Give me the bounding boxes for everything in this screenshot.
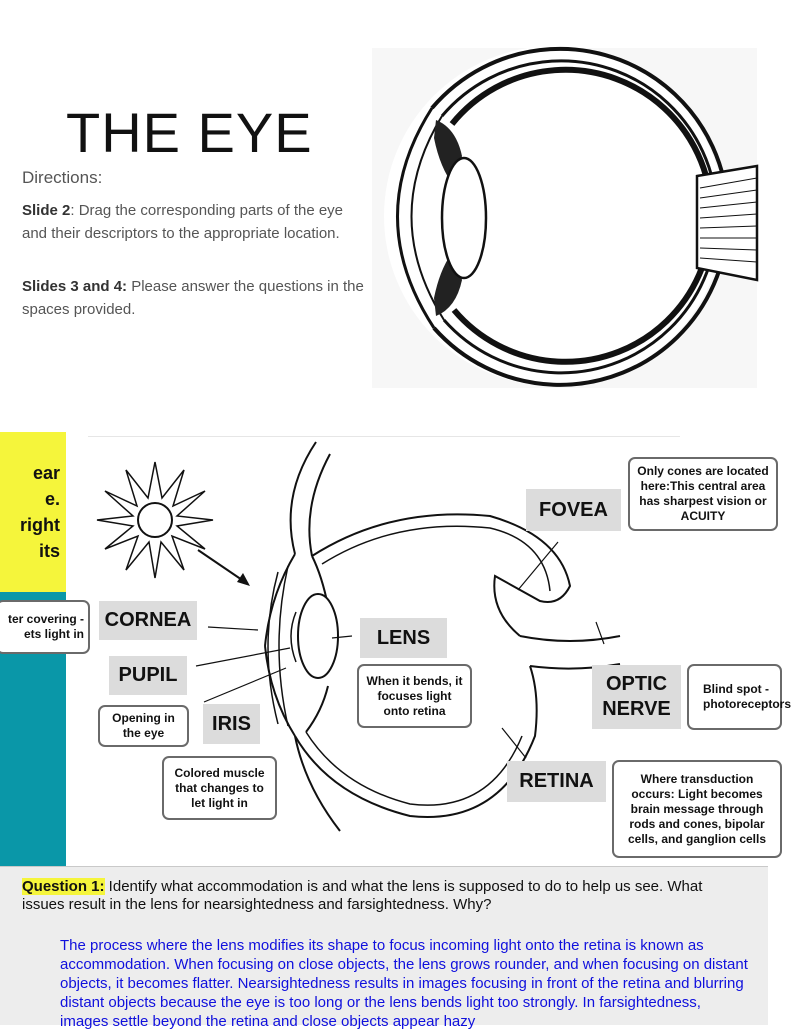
instruction-line: e. <box>44 489 60 509</box>
label-lens[interactable]: LENS <box>360 618 447 658</box>
question-1 <box>22 878 737 914</box>
directions-label: Directions: <box>22 168 103 187</box>
page-title: THE EYE <box>66 101 313 164</box>
direction-text: : Drag the corresponding parts of the eye and their descriptors to the appropriate location. <box>22 202 344 242</box>
direction-bold: Slides 3 and 4: <box>22 278 128 295</box>
descriptor-optic-nerve[interactable]: Blind spot - photoreceptors <box>687 664 782 730</box>
label-cornea[interactable]: CORNEA <box>99 601 197 640</box>
answer-1-text[interactable]: The process where the lens modifies its shape to focus incoming light onto the retina is known as accommodation. When focusing on close objects, the lens grows rounder, and when focusing on distant objects, it becomes flatter. Nearsightedness results in images focusing in front of the retina and blurring distant objects because the eye is too long or the lens bends light too strongly. In farsightedness, images settle beyond the retina and close objects appear hazy <box>60 937 748 1030</box>
eye-cross-section-illustration <box>372 48 757 388</box>
sun-icon <box>97 462 213 578</box>
direction-slides-3-4 <box>22 275 367 321</box>
descriptor-pupil[interactable]: Opening in the eye <box>98 705 189 747</box>
instruction-highlight-box <box>0 432 66 592</box>
label-pupil[interactable]: PUPIL <box>109 656 187 695</box>
direction-bold: Slide 2 <box>22 202 71 219</box>
instruction-line: ear <box>32 463 60 483</box>
descriptor-lens[interactable]: When it bends, it focuses light onto retina <box>357 664 472 728</box>
instruction-line: its <box>38 541 60 561</box>
direction-slide-2 <box>22 199 367 245</box>
direction-text: Please answer the questions in the spaces provided. <box>22 278 364 318</box>
label-fovea[interactable]: FOVEA <box>526 489 621 531</box>
question-text: Identify what accommodation is and what the lens is supposed to do to help us see. What issues result in the lens for nearsightedness and farsightedness. Why? <box>22 878 703 913</box>
question-label: Question 1: <box>22 878 105 895</box>
instruction-text <box>20 460 60 564</box>
descriptor-cornea[interactable]: ter covering - ets light in <box>0 600 90 654</box>
instruction-line: right <box>20 515 60 535</box>
descriptor-retina[interactable]: Where transduction occurs: Light becomes brain message through rods and cones, bipolar cells, and ganglion cells <box>612 760 782 858</box>
label-iris[interactable]: IRIS <box>203 704 260 744</box>
label-retina[interactable]: RETINA <box>507 761 606 802</box>
descriptor-fovea[interactable]: Only cones are located here:This central area has sharpest vision or ACUITY <box>628 457 778 531</box>
descriptor-iris[interactable]: Colored muscle that changes to let light in <box>162 756 277 820</box>
label-optic-nerve[interactable]: OPTIC NERVE <box>592 665 681 729</box>
